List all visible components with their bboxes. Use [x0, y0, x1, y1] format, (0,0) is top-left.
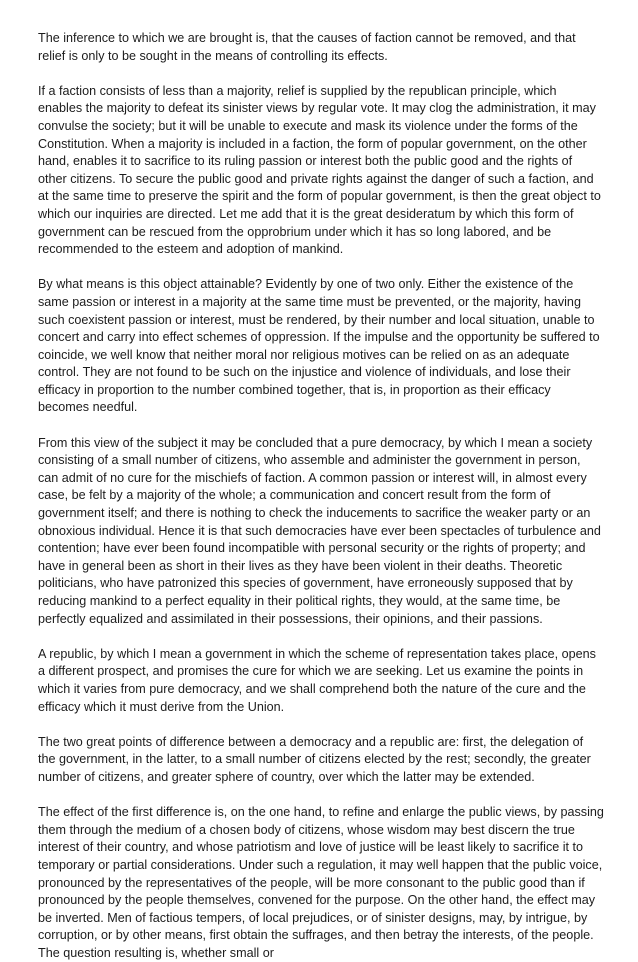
- paragraph: A republic, by which I mean a government in which the scheme of representation takes place, opens a different prospect, and promises the cure for which we are seeking. Let us examine the points in which it varies from pure democracy, and we shall comprehend both the nature of the cure and the efficacy which it must derive from the Union.: [38, 646, 596, 714]
- paragraph: The inference to which we are brought is, that the causes of faction cannot be removed, and that relief is only to be sought in the means of controlling its effects.: [38, 31, 576, 63]
- paragraph: From this view of the subject it may be concluded that a pure democracy, by which I mean a society consisting of a small number of citizens, who assemble and administer the government in person, can admit of no cure for the mischiefs of faction. A common passion or interest will, in almost every case, be felt by a majority of the whole; a communication and concert result from the form of government itself; and there is nothing to check the inducements to sacrifice the weaker party or an obnoxious individual. Hence it is that such democracies have ever been spectacles of turbulence and contention; have ever been found incompatible with personal security or the rights of property; and have in general been as short in their lives as they have been violent in their deaths. Theoretic politicians, who have patronized this species of government, have erroneously supposed that by reducing mankind to a perfect equality in their political rights, they would, at the same time, be perfectly equalized and assimilated in their possessions, their opinions, and their passions.: [38, 435, 601, 626]
- paragraph: The two great points of difference between a democracy and a republic are: first, the delegation of the government, in the latter, to a small number of citizens elected by the rest; secondly, the greater number of citizens, and greater sphere of country, over which the latter may be extended.: [38, 734, 591, 784]
- document-page: [38, 30, 604, 960]
- paragraph: The effect of the first difference is, on the one hand, to refine and enlarge the public views, by passing them through the medium of a chosen body of citizens, whose wisdom may best discern the true interest of their country, and whose patriotism and love of justice will be least likely to sacrifice it to temporary or partial considerations. Under such a regulation, it may well happen that the public voice, pronounced by the representatives of the people, will be more consonant to the public good than if pronounced by the people themselves, convened for the purpose. On the other hand, the effect may be inverted. Men of factious tempers, of local prejudices, or of sinister designs, may, by intrigue, by corruption, or by other means, first obtain the suffrages, and then betray the interests, of the people. The question resulting is, whether small or: [38, 805, 604, 960]
- paragraph: If a faction consists of less than a majority, relief is supplied by the republican principle, which enables the majority to defeat its sinister views by regular vote. It may clog the administration, it may convulse the society; but it will be unable to execute and mask its violence under the forms of the Constitution. When a majority is included in a faction, the form of popular government, on the other hand, enables it to sacrifice to its ruling passion or interest both the public good and the rights of other citizens. To secure the public good and private rights against the danger of such a faction, and at the same time to preserve the spirit and the form of popular government, is then the great object to which our inquiries are directed. Let me add that it is the great desideratum by which this form of government can be rescued from the opprobrium under which it has so long labored, and be recommended to the esteem and adoption of mankind.: [38, 83, 601, 257]
- paragraph: By what means is this object attainable? Evidently by one of two only. Either the existence of the same passion or interest in a majority at the same time must be prevented, or the majority, having such coexistent passion or interest, must be rendered, by their number and local situation, unable to concert and carry into effect schemes of oppression. If the impulse and the opportunity be suffered to coincide, we well know that neither moral nor religious motives can be relied on as an adequate control. They are not found to be such on the injustice and violence of individuals, and lose their efficacy in proportion to the number combined together, that is, in proportion as their efficacy becomes needful.: [38, 277, 600, 415]
